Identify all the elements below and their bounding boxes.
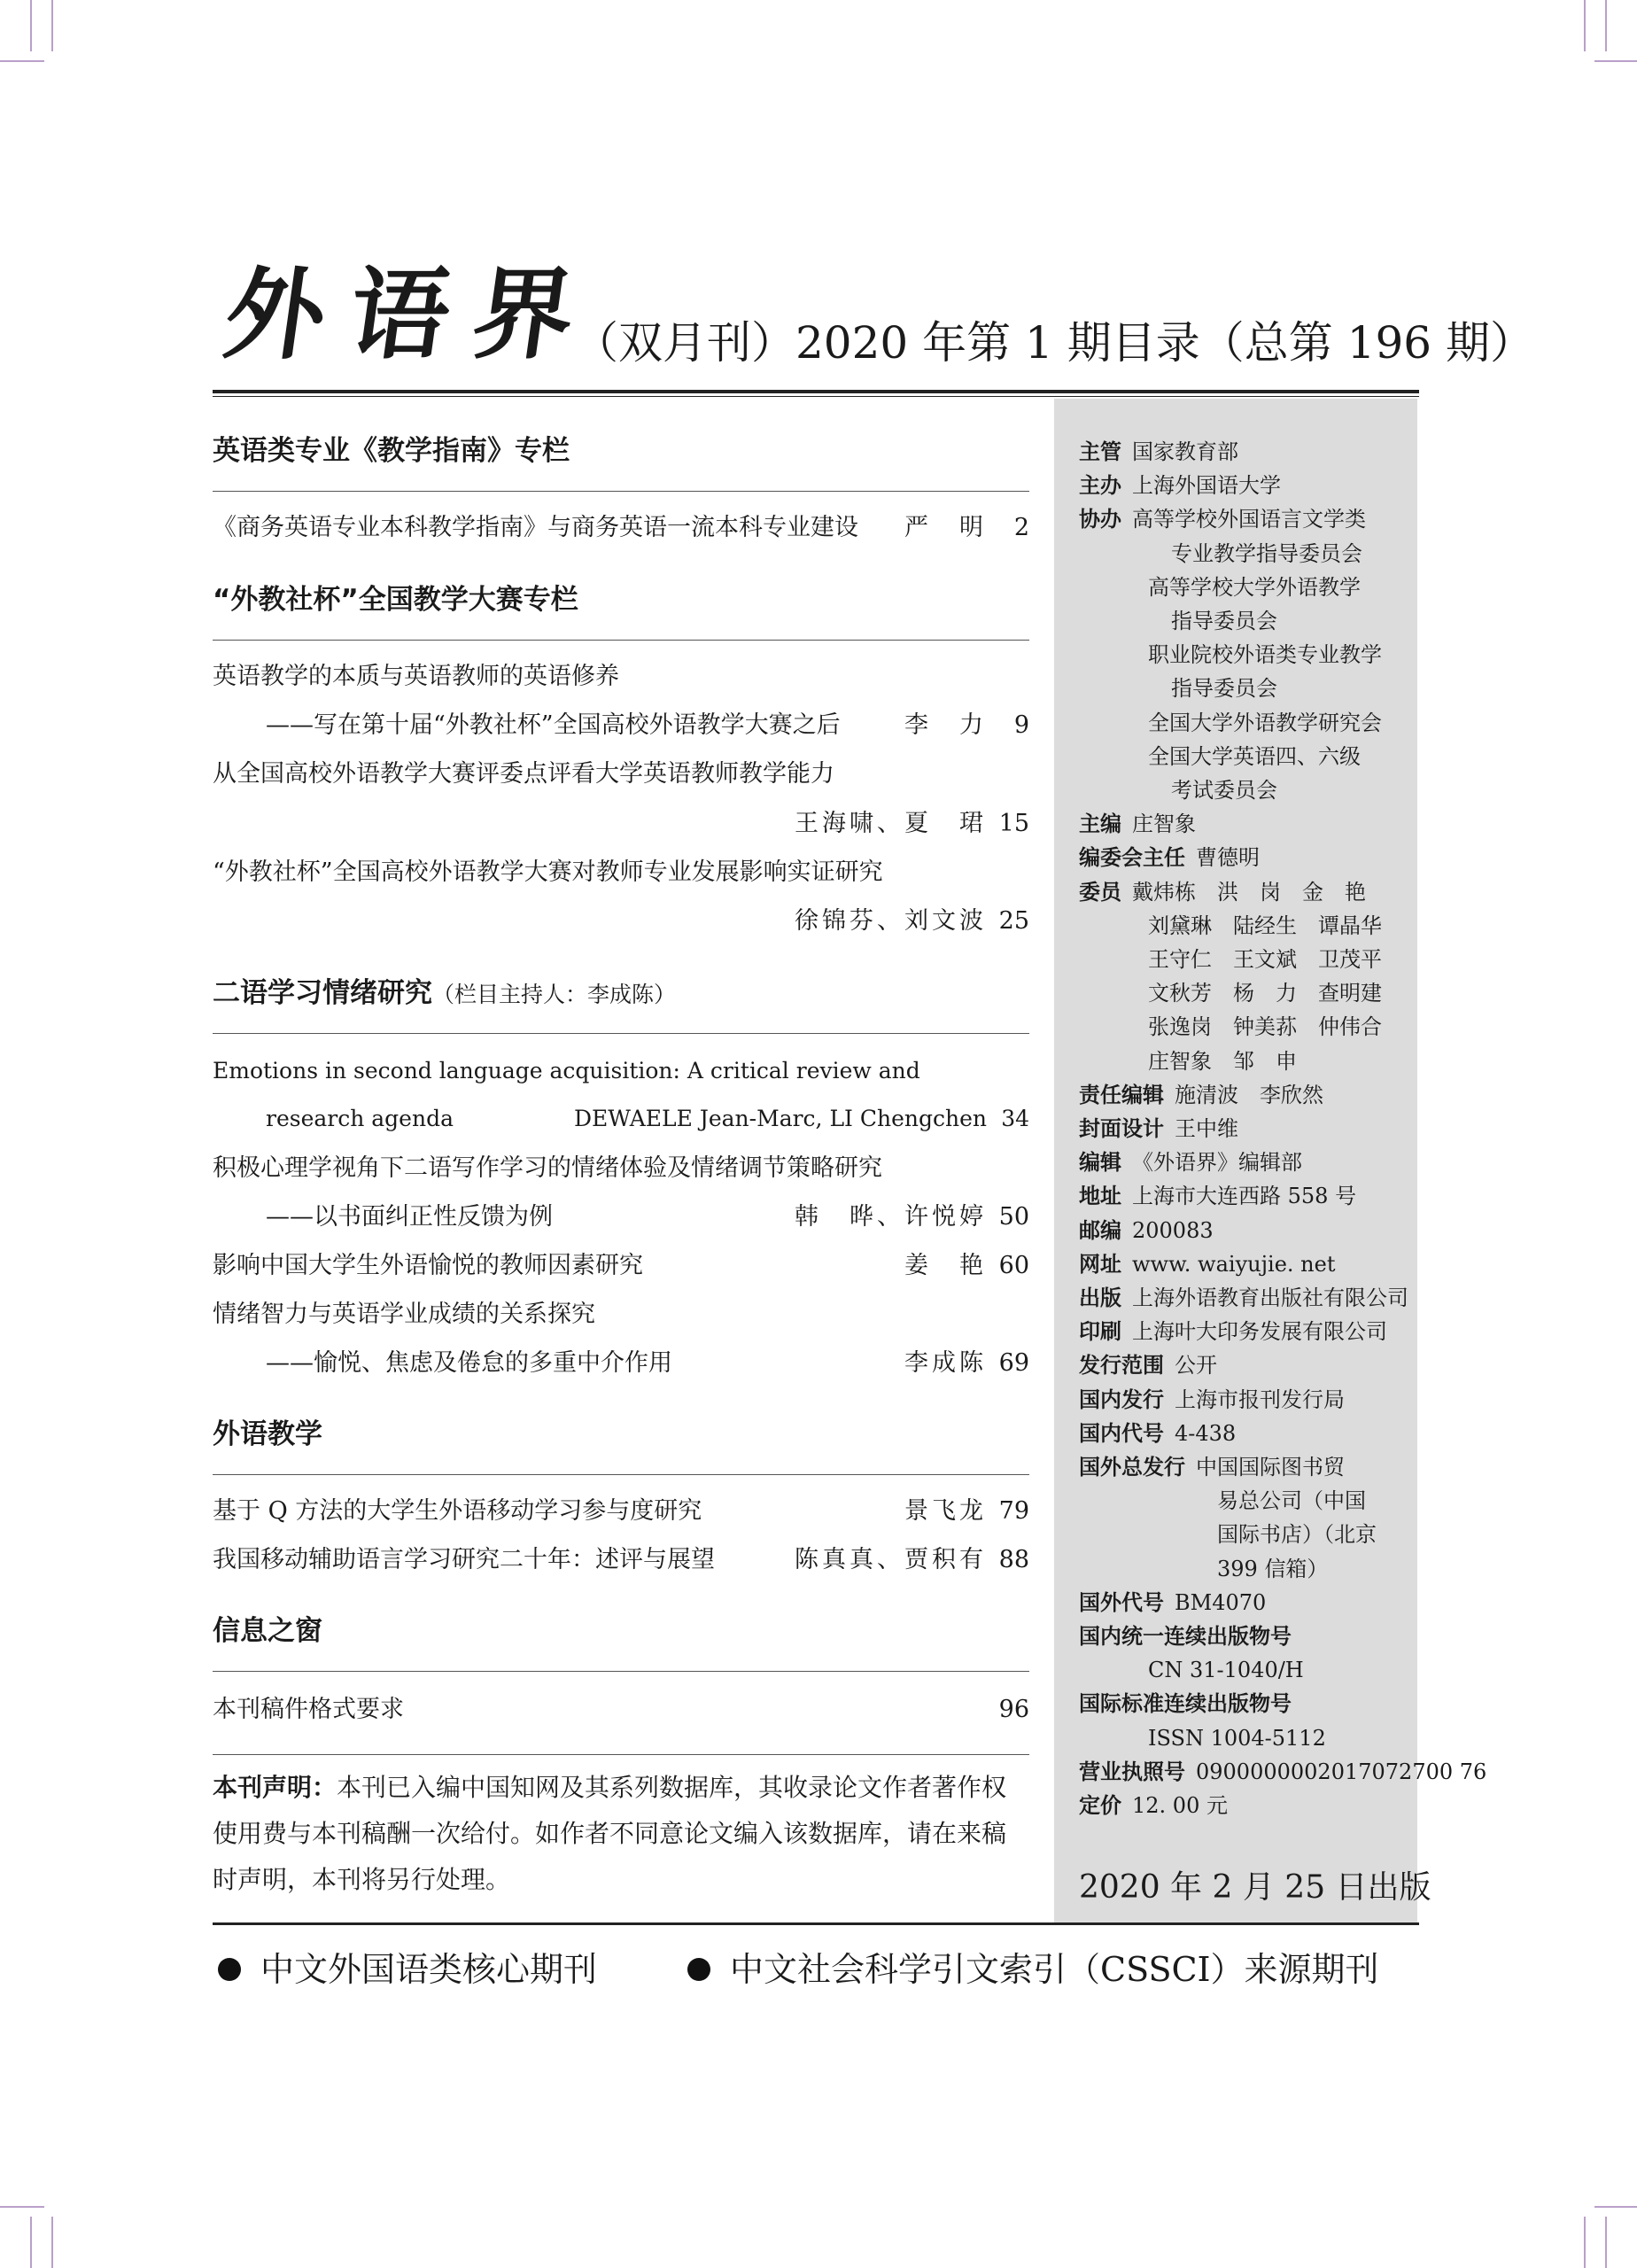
sidebar-value: 国际书店）（北京 xyxy=(1217,1522,1377,1548)
entry-page: 25 xyxy=(998,907,1029,935)
entry-title: 英语教学的本质与英语教师的英语修养 xyxy=(213,663,619,690)
masthead-rule xyxy=(213,390,1419,393)
entry-title: ——愉悦、焦虑及倦怠的多重中介作用 xyxy=(266,1349,672,1377)
sidebar-key: 国内统一连续出版物号 xyxy=(1079,1624,1292,1649)
sidebar-key: 责任编辑 xyxy=(1079,1082,1164,1107)
crop-mark xyxy=(1594,2206,1637,2208)
sidebar-value: 张逸岗 钟美荪 仲伟合 xyxy=(1148,1014,1382,1040)
sidebar-line xyxy=(1079,1084,1323,1106)
sidebar-value: 刘黛琳 陆经生 谭晶华 xyxy=(1148,913,1382,938)
sidebar-line xyxy=(1079,473,1281,499)
sidebar-line xyxy=(1079,1185,1356,1207)
sidebar-value: 易总公司（中国 xyxy=(1217,1488,1366,1514)
entry-author: 徐锦芬、刘文波 xyxy=(795,907,987,935)
entry-title: 《商务英语专业本科教学指南》与商务英语一流本科专业建设 xyxy=(213,514,858,541)
section-rule xyxy=(213,1474,1029,1475)
sidebar-key: 定价 xyxy=(1079,1793,1121,1818)
sidebar-value: 全国大学外语教学研究会 xyxy=(1148,710,1382,735)
entry-page: 15 xyxy=(998,810,1029,837)
sidebar-line xyxy=(1079,1589,1267,1615)
entry-page: 69 xyxy=(998,1349,1029,1377)
bullet-icon xyxy=(687,1958,710,1981)
statement-rule xyxy=(213,1754,1029,1755)
sidebar-key: 印刷 xyxy=(1079,1319,1121,1345)
entry-page: 79 xyxy=(998,1497,1029,1525)
sidebar-key: 国外总发行 xyxy=(1079,1455,1185,1480)
sidebar-line xyxy=(1079,441,1238,462)
sidebar-line xyxy=(1079,1353,1217,1379)
entry-title: 影响中国大学生外语愉悦的教师因素研究 xyxy=(213,1252,643,1279)
toc-section xyxy=(213,435,1029,467)
sidebar-line xyxy=(1079,509,1366,530)
sidebar-value: 高等学校外国语言文学类 xyxy=(1132,507,1366,532)
sidebar-line xyxy=(1079,813,1196,835)
masthead-rule-thin xyxy=(213,396,1419,397)
sidebar-line xyxy=(1079,1150,1302,1176)
crop-mark xyxy=(1605,2217,1607,2268)
sidebar-value: 0900000002017072700 76 xyxy=(1196,1759,1487,1784)
entry-title: 本刊稿件格式要求 xyxy=(213,1696,404,1723)
sidebar-value: 戴炜栋 洪 岗 金 艳 xyxy=(1132,879,1366,905)
sidebar-key: 编委会主任 xyxy=(1079,845,1185,871)
sidebar-value: 200083 xyxy=(1132,1217,1214,1243)
section-host: （栏目主持人：李成陈） xyxy=(432,982,677,1007)
entry-title: 从全国高校外语教学大赛评委点评看大学英语教师教学能力 xyxy=(213,760,834,788)
sidebar-line xyxy=(1079,845,1260,871)
sidebar-key: 发行范围 xyxy=(1079,1353,1164,1379)
entry-author: 王海啸、夏 珺 xyxy=(795,810,987,837)
sidebar-key: 营业执照号 xyxy=(1079,1759,1185,1784)
sidebar-value: BM4070 xyxy=(1175,1589,1267,1615)
sidebar-key: 主管 xyxy=(1079,439,1121,464)
sidebar-key: 国际标准连续出版物号 xyxy=(1079,1691,1292,1717)
sidebar-value: 考试委员会 xyxy=(1171,778,1277,803)
crop-mark xyxy=(1584,0,1586,51)
sidebar-value: 4-438 xyxy=(1175,1420,1237,1446)
entry-author: DEWAELE Jean-Marc, LI Chengchen xyxy=(573,1106,987,1131)
sidebar-line xyxy=(1079,1626,1302,1647)
sidebar-value: 高等学校大学外语教学 xyxy=(1148,574,1361,600)
entry-author: 严 明 xyxy=(904,514,987,541)
sidebar-key: 出版 xyxy=(1079,1285,1121,1310)
sidebar-line xyxy=(1079,1456,1345,1478)
section-title: 外语教学 xyxy=(213,1418,322,1450)
section-title: “外教社杯”全国教学大赛专栏 xyxy=(213,584,578,616)
journal-logo: 外语界 xyxy=(217,257,607,373)
footer-left: 中文外国语类核心期刊 xyxy=(218,1942,597,1991)
crop-mark xyxy=(1605,0,1607,51)
entry-page: 60 xyxy=(998,1252,1029,1279)
sidebar-value: www. waiyujie. net xyxy=(1132,1251,1336,1277)
entry-page: 9 xyxy=(1013,711,1029,739)
sidebar-key: 网址 xyxy=(1079,1251,1121,1277)
sidebar-value: 《外语界》编辑部 xyxy=(1132,1150,1302,1176)
sidebar-key: 国内代号 xyxy=(1079,1420,1164,1446)
sidebar-value: 上海市报刊发行局 xyxy=(1175,1386,1345,1412)
sidebar-value: 庄智象 xyxy=(1132,812,1196,837)
sidebar-value: 庄智象 邹 申 xyxy=(1148,1048,1297,1074)
issue-info: （双月刊）2020 年第 1 期目录（总第 196 期） xyxy=(574,317,1534,369)
crop-mark xyxy=(51,0,53,51)
toc-section xyxy=(213,1418,1029,1450)
crop-mark xyxy=(51,2217,53,2268)
section-title: 英语类专业《教学指南》专栏 xyxy=(213,435,570,467)
sidebar-key: 编辑 xyxy=(1079,1150,1121,1176)
section-rule xyxy=(213,640,1029,641)
entry-title: 我国移动辅助语言学习研究二十年：述评与展望 xyxy=(213,1546,715,1573)
bullet-icon xyxy=(218,1958,241,1981)
sidebar-value: 指导委员会 xyxy=(1171,676,1277,702)
statement-label: 本刊声明： xyxy=(213,1773,337,1802)
entry-page: 88 xyxy=(998,1546,1029,1573)
sidebar-value: 职业院校外语类专业教学 xyxy=(1148,642,1382,668)
sidebar-value: 公开 xyxy=(1175,1353,1217,1379)
sidebar-value: 上海外语教育出版社有限公司 xyxy=(1132,1285,1408,1310)
section-rule xyxy=(213,491,1029,492)
entry-title: research agenda xyxy=(266,1106,454,1131)
entry-author: 陈真真、贾积有 xyxy=(795,1546,987,1573)
sidebar-value: 国家教育部 xyxy=(1132,439,1238,464)
entry-author: 景飞龙 xyxy=(904,1497,987,1525)
entry-title: 积极心理学视角下二语写作学习的情绪体验及情绪调节策略研究 xyxy=(213,1154,882,1182)
sidebar-value: 施清波 李欣然 xyxy=(1175,1082,1323,1107)
crop-mark xyxy=(1584,2217,1586,2268)
sidebar-line xyxy=(1079,1420,1237,1446)
entry-title: Emotions in second language acquisition: A critical review and xyxy=(213,1058,920,1084)
sidebar-value: 12. 00 元 xyxy=(1132,1793,1228,1818)
sidebar-line xyxy=(1079,1287,1408,1309)
sidebar-key: 委员 xyxy=(1079,879,1121,905)
copyright-statement xyxy=(213,1765,1028,1903)
entry-page: 2 xyxy=(1013,514,1029,541)
sidebar-line xyxy=(1079,1691,1302,1717)
sidebar-key: 封面设计 xyxy=(1079,1116,1164,1141)
footer-right: 中文社会科学引文索引（CSSCI）来源期刊 xyxy=(687,1942,1379,1991)
sidebar-value: 上海市大连西路 558 号 xyxy=(1132,1184,1357,1209)
toc-section xyxy=(213,1615,1029,1647)
toc-section xyxy=(213,977,1029,1009)
toc-section xyxy=(213,586,1029,614)
sidebar-value: 指导委员会 xyxy=(1171,609,1277,633)
sidebar-key: 地址 xyxy=(1079,1184,1121,1209)
sidebar-line xyxy=(1079,1386,1345,1412)
sidebar-key: 国内发行 xyxy=(1079,1386,1164,1412)
sidebar-value: 王守仁 王文斌 卫茂平 xyxy=(1148,947,1382,972)
entry-title: ——写在第十届“外教社杯”全国高校外语教学大赛之后 xyxy=(266,711,841,739)
entry-author: 姜 艳 xyxy=(904,1252,987,1279)
entry-title: ——以书面纠正性反馈为例 xyxy=(266,1203,553,1231)
crop-mark xyxy=(30,0,32,51)
sidebar-value: ISSN 1004-5112 xyxy=(1148,1725,1326,1751)
crop-mark xyxy=(1594,60,1637,62)
sidebar-value: CN 31-1040/H xyxy=(1148,1658,1304,1683)
footer-rule xyxy=(213,1922,1419,1925)
sidebar-value: 文秋芳 杨 力 查明建 xyxy=(1148,981,1382,1006)
sidebar-line xyxy=(1079,1118,1238,1139)
entry-page: 34 xyxy=(1001,1106,1029,1131)
sidebar-value: 全国大学英语四、六级 xyxy=(1148,743,1361,769)
section-title: 二语学习情绪研究（栏目主持人：李成陈） xyxy=(213,977,677,1009)
sidebar-value: 399 信箱） xyxy=(1217,1556,1329,1581)
sidebar-value: 上海叶大印务发展有限公司 xyxy=(1132,1319,1387,1345)
statement-text: 本刊已入编中国知网及其系列数据库，其收录论文作者著作权使用费与本刊稿酬一次给付。如作者不同意论文编入该数据库，请在来稿时声明，本刊将另行处理。 xyxy=(213,1773,1007,1894)
entry-page: 96 xyxy=(998,1696,1029,1723)
entry-title: 基于 Q 方法的大学生外语移动学习参与度研究 xyxy=(213,1497,702,1525)
section-rule xyxy=(213,1671,1029,1672)
crop-mark xyxy=(30,2217,32,2268)
entry-author: 韩 晔、许悦婷 xyxy=(795,1203,987,1231)
sidebar-value: 中国国际图书贸 xyxy=(1196,1455,1345,1480)
sidebar-value: 曹德明 xyxy=(1196,845,1260,871)
sidebar-key: 国外代号 xyxy=(1079,1589,1164,1615)
sidebar-key: 主办 xyxy=(1079,473,1121,499)
sidebar-line xyxy=(1079,1761,1486,1783)
entry-title: 情绪智力与英语学业成绩的关系探究 xyxy=(213,1301,595,1328)
entry-page: 50 xyxy=(998,1203,1029,1231)
sidebar-value: 上海外国语大学 xyxy=(1132,473,1281,499)
sidebar-key: 主编 xyxy=(1079,812,1121,837)
sidebar-value: 专业教学指导委员会 xyxy=(1171,540,1362,566)
sidebar-line xyxy=(1079,1217,1214,1243)
crop-mark xyxy=(0,2206,44,2208)
section-title: 信息之窗 xyxy=(213,1615,322,1647)
publication-date: 2020 年 2 月 25 日出版 xyxy=(1079,1869,1431,1906)
entry-author: 李 力 xyxy=(904,711,987,739)
sidebar-key: 协办 xyxy=(1079,507,1121,532)
crop-mark xyxy=(0,60,44,62)
sidebar-key: 邮编 xyxy=(1079,1217,1121,1243)
sidebar-line xyxy=(1079,1795,1228,1816)
entry-author: 李成陈 xyxy=(904,1349,987,1377)
entry-title: “外教社杯”全国高校外语教学大赛对教师专业发展影响实证研究 xyxy=(213,858,883,886)
sidebar-line xyxy=(1079,879,1366,905)
sidebar-line xyxy=(1079,1251,1336,1277)
section-rule xyxy=(213,1033,1029,1034)
sidebar-value: 王中维 xyxy=(1175,1116,1238,1141)
sidebar-line xyxy=(1079,1319,1387,1345)
